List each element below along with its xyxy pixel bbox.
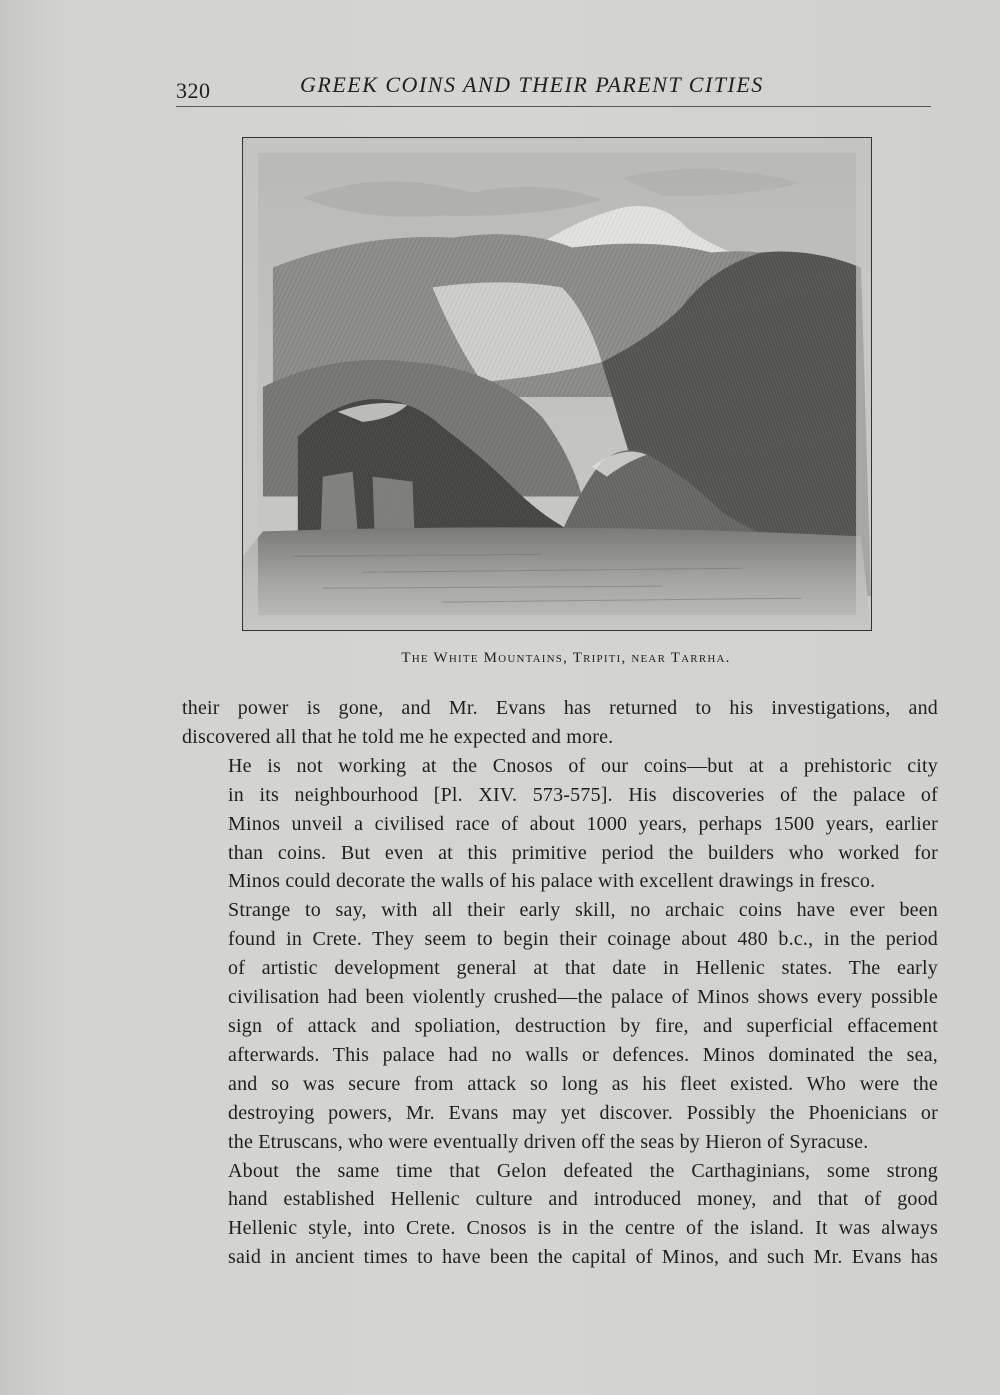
text-line: the Etruscans, who were eventually driven off the seas by Hieron of Syracuse. xyxy=(228,1130,869,1153)
text-line: civilisation had been violently crushed—the palace of Minos shows every possible xyxy=(228,986,938,1009)
text-line: Hellenic style, into Crete. Cnosos is in the centre of the island. It was always xyxy=(228,1217,938,1240)
figure-caption: The White Mountains, Tripiti, near Tarrha. xyxy=(401,650,731,666)
page-number: 320 xyxy=(176,78,211,103)
text-line: their power is gone, and Mr. Evans has returned to his investigations, and xyxy=(182,697,938,719)
paragraph xyxy=(182,1157,938,1273)
mountain-landscape-illustration xyxy=(243,138,871,630)
text-line: hand established Hellenic culture and introduced money, and that of good xyxy=(228,1188,938,1211)
engraving-plate xyxy=(242,137,872,631)
text-line: destroying powers, Mr. Evans may yet discover. Possibly the Phoenicians or xyxy=(228,1101,938,1124)
text-line: discovered all that he told me he expected and more. xyxy=(182,725,614,748)
text-line: Minos unveil a civilised race of about 1000 years, perhaps 1500 years, earlier xyxy=(228,812,938,835)
running-title: GREEK COINS AND THEIR PARENT CITIES xyxy=(300,72,764,97)
text-line: Strange to say, with all their early skill, no archaic coins have ever been xyxy=(228,899,938,922)
text-line: Minos could decorate the walls of his palace with excellent drawings in fresco. xyxy=(228,870,876,893)
text-line: About the same time that Gelon defeated the Carthaginians, some strong xyxy=(228,1159,938,1182)
text-line: afterwards. This palace had no walls or defences. Minos dominated the sea, xyxy=(228,1043,938,1066)
text-line: sign of attack and spoliation, destruction by fire, and superficial effacement xyxy=(228,1014,938,1037)
text-line: and so was secure from attack so long as his fleet existed. Who were the xyxy=(228,1072,938,1095)
page-header xyxy=(176,66,931,107)
text-line: in its neighbourhood [Pl. XIV. 573-575]. His discoveries of the palace of xyxy=(228,783,938,806)
text-line: than coins. But even at this primitive period the builders who worked for xyxy=(228,841,938,864)
paragraph xyxy=(182,694,938,752)
text-line: said in ancient times to have been the capital of Minos, and such Mr. Evans has xyxy=(228,1246,938,1269)
body-text xyxy=(182,694,938,1272)
paragraph xyxy=(182,896,938,1156)
text-line: He is not working at the Cnosos of our coins—but at a prehistoric city xyxy=(228,754,938,777)
text-line: of artistic development general at that date in Hellenic states. The early xyxy=(228,957,938,980)
text-line: found in Crete. They seem to begin their coinage about 480 b.c., in the period xyxy=(228,928,938,951)
paragraph xyxy=(182,752,938,897)
